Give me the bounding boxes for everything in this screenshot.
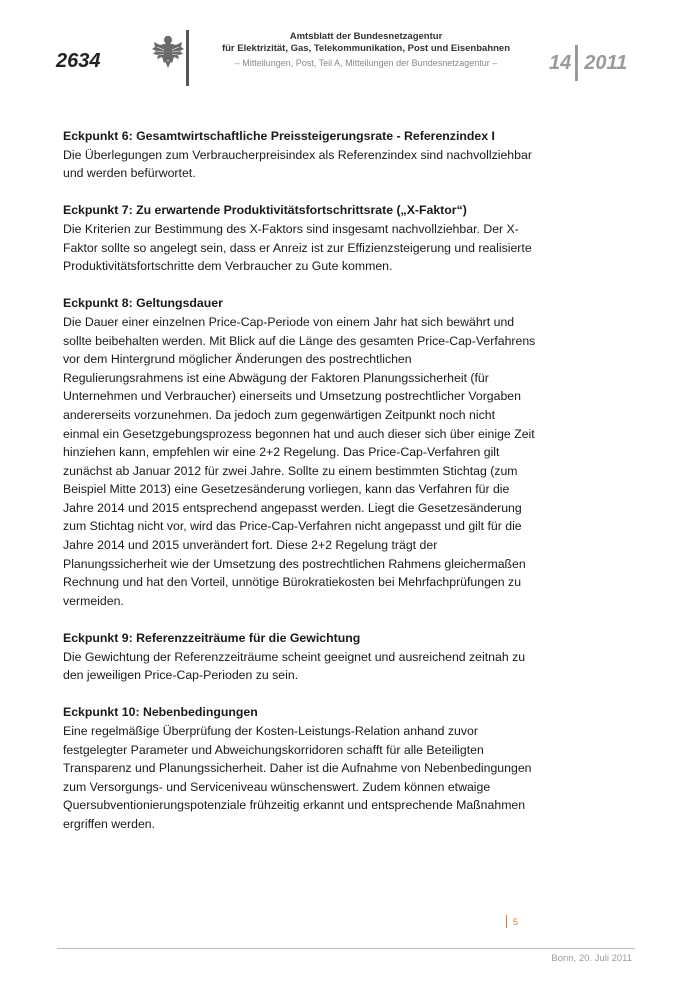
footer-divider [57,948,635,949]
text-line: Jahre 2014 und 2015 entsprechend angepasst werden. Liegt die Gesetzesänderung [63,500,522,515]
section-paragraph [63,648,533,685]
section-heading: Eckpunkt 6: Gesamtwirtschaftliche Preissteigerungsrate - Referenzindex I [63,129,495,143]
section-heading: Eckpunkt 9: Referenzzeiträume für die Gewichtung [63,631,361,646]
issue-year: 2011 [584,51,628,74]
inner-page-marker [506,915,518,928]
section-heading: Eckpunkt 8: Geltungsdauer [63,296,223,311]
journal-title [196,31,536,54]
text-line: Die Überlegungen zum Verbraucherpreisindex als Referenzindex sind nachvollziehbar [63,147,532,162]
section-heading: Eckpunkt 10: Nebenbedingungen [63,705,258,720]
journal-title-line: für Elektrizität, Gas, Telekommunikation, Post und Eisenbahnen [221,42,511,54]
text-line: Die Kriterien zur Bestimmung des X-Faktors sind insgesamt nachvollziehbar. Der X- [63,221,519,236]
text-line: Regulierungsrahmens ist eine Abwägung der Faktoren Planungssicherheit (für [63,370,489,385]
text-line: vermeiden. [63,593,124,608]
section-paragraph [63,722,533,834]
header-divider [186,30,189,86]
text-line: Eine regelmäßige Überprüfung der Kosten-Leistungs-Relation anhand zuvor [63,724,478,738]
text-line: zum Stichtag nicht vor, wird das Price-Cap-Verfahren nicht angepasst und gilt für die [63,519,522,534]
text-line: Transparenz und Planungssicherheit. Daher ist die Aufnahme von Nebenbedingungen [63,761,532,776]
text-line: Unternehmen und Verbraucher) einerseits und Umsetzung postrechtlicher Vorgaben [63,389,521,404]
document-body [63,127,536,852]
text-line: einmal ein Gesetzgebungsprozess begonnen hat und auch dieser sich über einige Zeit [63,426,535,441]
text-line: ergriffen werden. [63,816,156,831]
text-line: hinziehen kann, empfehlen wir eine 2+2 Regelung. Das Price-Cap-Verfahren gilt [63,445,500,460]
section-eckpunkt-9 [63,629,533,685]
journal-title-line: Amtsblatt der Bundesnetzagentur [289,31,443,42]
section-paragraph [63,220,533,276]
text-line: zunächst ab Januar 2012 für zwei Jahre. Sollte zu einem bestimmten Stichtag (zum [63,463,518,478]
text-line: Produktivitätsfortschritte dem Verbraucher zu Gute kommen. [63,259,393,274]
text-line: den jeweiligen Price-Cap-Perioden zu sein. [63,668,299,683]
text-line: zum Versorgungs- und Serviceniveau wünschenswert. Zudem können etwaige [63,779,491,794]
text-line: festgelegter Parameter und Abweichungskorridoren schafft für alle Beteiligten [63,742,484,757]
text-line: Rechnung und hat den Vorteil, unnötige Bürokratiekosten bei Mehrfachprüfungen zu [63,575,522,590]
inner-page-number: 5 [513,916,519,927]
text-line: Beispiel Mitte 2013) eine Gesetzesänderung vorliegen, kann das Verfahren für die [63,482,510,497]
text-line: sollte beibehalten werden. Mit Blick auf die Länge des gesamten Price-Cap-Verfahrens [63,333,536,348]
text-line: Planungssicherheit wie der Umsetzung des postrechtlichen Rahmens gleichermaßen [63,556,526,571]
section-eckpunkt-8 [63,294,536,610]
text-line: Faktor sollte so angelegt sein, dass er Anreiz ist zur Effizienzsteigerung und realisierte [63,240,532,255]
section-eckpunkt-6 [63,127,533,183]
section-eckpunkt-7 [63,201,533,275]
text-line: und werden befürwortet. [63,166,196,181]
section-paragraph [63,146,533,183]
federal-eagle-icon [151,33,185,69]
text-line: Die Gewichtung der Referenzzeiträume scheint geeignet und ausreichend zeitnah zu [63,649,526,664]
text-line: Quersubventionierungspotenziale frühzeitig erkannt und entsprechende Maßnahmen [63,798,526,813]
section-eckpunkt-10 [63,703,533,833]
section-heading: Eckpunkt 7: Zu erwartende Produktivitätsfortschrittsrate („X-Faktor“) [63,203,467,218]
page-number: 2634 [56,50,101,72]
issue-label [549,45,627,81]
footer-date: Bonn, 20. Juli 2011 [551,953,632,964]
issue-divider [575,45,578,81]
text-line: Die Dauer einer einzelnen Price-Cap-Periode von einem Jahr hat sich bewährt und [63,314,515,329]
issue-number: 14 [549,51,572,74]
text-line: andererseits vorzunehmen. Da jedoch zum gegenwärtigen Zeitpunkt noch nicht [63,407,496,422]
text-line: vor dem Hintergrund möglicher Änderungen des postrechtlichen [63,352,412,367]
section-paragraph [63,313,536,611]
text-line: Jahre 2014 und 2015 unverändert fort. Diese 2+2 Regelung trägt der [63,538,438,553]
inner-page-divider [506,915,507,928]
journal-subtitle: – Mitteilungen, Post, Teil A, Mitteilungen der Bundesnetzagentur – [234,58,498,68]
